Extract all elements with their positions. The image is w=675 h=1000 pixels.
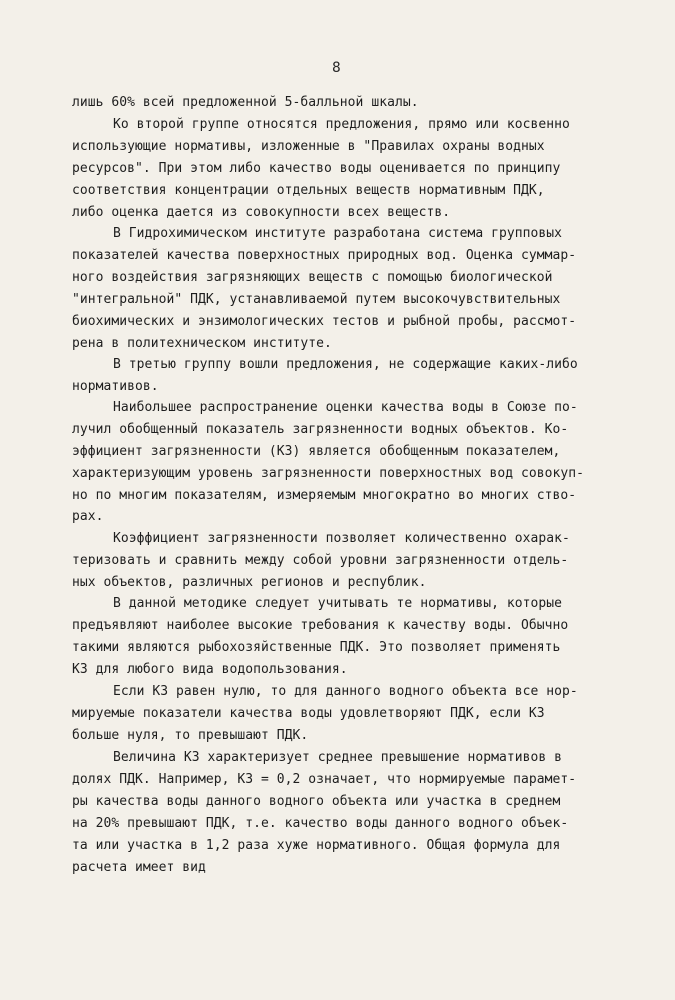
text-line: Наибольшее распространение оценки качества воды в Союзе по- xyxy=(113,400,578,415)
text-line: рена в политехническом институте. xyxy=(72,336,332,351)
page-number: 8 xyxy=(332,60,341,76)
text-line: ресурсов". При этом либо качество воды оценивается по принципу xyxy=(72,161,561,176)
text-line: биохимических и энзимологических тестов и рыбной пробы, рассмот- xyxy=(72,314,577,329)
text-line: рах. xyxy=(72,509,104,524)
text-line: та или участка в 1,2 раза хуже нормативного. Общая формула для xyxy=(72,838,561,853)
text-line: больше нуля, то превышают ПДК. xyxy=(72,728,309,743)
text-line: КЗ для любого вида водопользования. xyxy=(72,662,348,677)
text-line: такими являются рыбохозяйственные ПДК. Это позволяет применять xyxy=(72,640,561,655)
text-line: либо оценка дается из совокупности всех веществ. xyxy=(72,205,451,220)
text-line: соответствия концентрации отдельных веществ нормативным ПДК, xyxy=(72,183,545,198)
text-line: расчета имеет вид xyxy=(72,860,206,875)
text-line: ного воздействия загрязняющих веществ с помощью биологической xyxy=(72,270,553,285)
text-line: мируемые показатели качества воды удовлетворяют ПДК, если КЗ xyxy=(72,706,545,721)
text-line: В данной методике следует учитывать те нормативы, которые xyxy=(113,596,562,611)
text-line: нормативов. xyxy=(72,379,159,394)
text-line: характеризующим уровень загрязненности поверхностных вод совокуп- xyxy=(72,466,584,481)
text-line: Ко второй группе относятся предложения, прямо или косвенно xyxy=(113,117,570,132)
text-line: Величина КЗ характеризует среднее превышение нормативов в xyxy=(113,750,562,765)
text-line: В третью группу вошли предложения, не содержащие каких-либо xyxy=(113,357,578,372)
text-line: показателей качества поверхностных природных вод. Оценка суммар- xyxy=(72,248,577,263)
text-line: В Гидрохимическом институте разработана система групповых xyxy=(113,226,562,241)
text-line: на 20% превышают ПДК, т.е. качество воды данного водного объек- xyxy=(72,816,569,831)
text-line: эффициент загрязненности (КЗ) является обобщенным показателем, xyxy=(72,444,561,459)
text-line: предъявляют наиболее высокие требования к качеству воды. Обычно xyxy=(72,618,569,633)
text-line: "интегральной" ПДК, устанавливаемой путем высокочувствительных xyxy=(72,292,561,307)
text-line: долях ПДК. Например, КЗ = 0,2 означает, что нормируемые парамет- xyxy=(72,772,577,787)
text-line: но по многим показателям, измеряемым многократно во многих ство- xyxy=(72,488,577,503)
text-line: ры качества воды данного водного объекта или участка в среднем xyxy=(72,794,561,809)
text-line: теризовать и сравнить между собой уровни загрязненности отдель- xyxy=(72,553,569,568)
text-line: использующие нормативы, изложенные в "Правилах охраны водных xyxy=(72,139,545,154)
text-line: лишь 60% всей предложенной 5-балльной шкалы. xyxy=(72,95,419,110)
text-line: ных объектов, различных регионов и республик. xyxy=(72,575,427,590)
text-line: Если КЗ равен нулю, то для данного водного объекта все нор- xyxy=(113,684,578,699)
text-line: Коэффициент загрязненности позволяет количественно охарак- xyxy=(113,531,570,546)
text-line: лучил обобщенный показатель загрязненности водных объектов. Ко- xyxy=(72,422,569,437)
